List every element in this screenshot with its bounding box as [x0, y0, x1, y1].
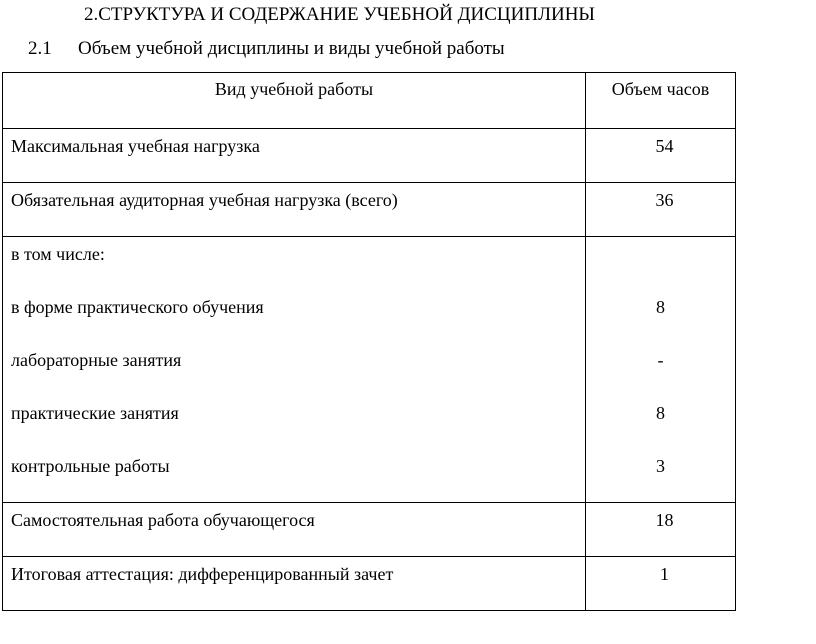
document-title: 2.СТРУКТУРА И СОДЕРЖАНИЕ УЧЕБНОЙ ДИСЦИПЛИНЫ [84, 4, 595, 25]
breakdown-item-label: лабораторные занятия [11, 350, 182, 370]
breakdown-item-value: 8 [656, 403, 665, 423]
header-work-type: Вид учебной работы [3, 73, 586, 129]
section-number: 2.1 [28, 38, 52, 59]
breakdown-intro: в том числе: [11, 244, 105, 264]
table-row [3, 503, 736, 557]
breakdown-spacer [586, 237, 735, 290]
table-row [3, 557, 736, 611]
row-value-classroom-load: 36 [586, 183, 736, 237]
breakdown-item-value: - [657, 350, 664, 370]
row-label-final-assessment: Итоговая аттестация: дифференцированный зачет [3, 557, 586, 611]
breakdown-item-value: 8 [656, 297, 665, 317]
row-value-final-assessment: 1 [586, 557, 736, 611]
section-title: Объем учебной дисциплины и виды учебной работы [78, 38, 505, 59]
table-header-row [3, 73, 736, 129]
row-value-max-load: 54 [586, 129, 736, 183]
workload-table [2, 72, 736, 611]
row-label-max-load: Максимальная учебная нагрузка [3, 129, 586, 183]
breakdown-values [586, 237, 736, 503]
breakdown-item-value: 3 [656, 456, 665, 476]
breakdown-item-label: практические занятия [11, 403, 179, 423]
table-row [3, 183, 736, 237]
table-row-breakdown [3, 237, 736, 503]
row-value-self-study: 18 [586, 503, 736, 557]
breakdown-item-label: в форме практического обучения [11, 297, 264, 317]
row-label-self-study: Самостоятельная работа обучающегося [3, 503, 586, 557]
header-hours: Объем часов [586, 73, 736, 129]
breakdown-labels [3, 237, 586, 503]
section-heading [28, 38, 505, 60]
breakdown-item-label: контрольные работы [11, 456, 170, 476]
table-row [3, 129, 736, 183]
row-label-classroom-load: Обязательная аудиторная учебная нагрузка (всего) [3, 183, 586, 237]
